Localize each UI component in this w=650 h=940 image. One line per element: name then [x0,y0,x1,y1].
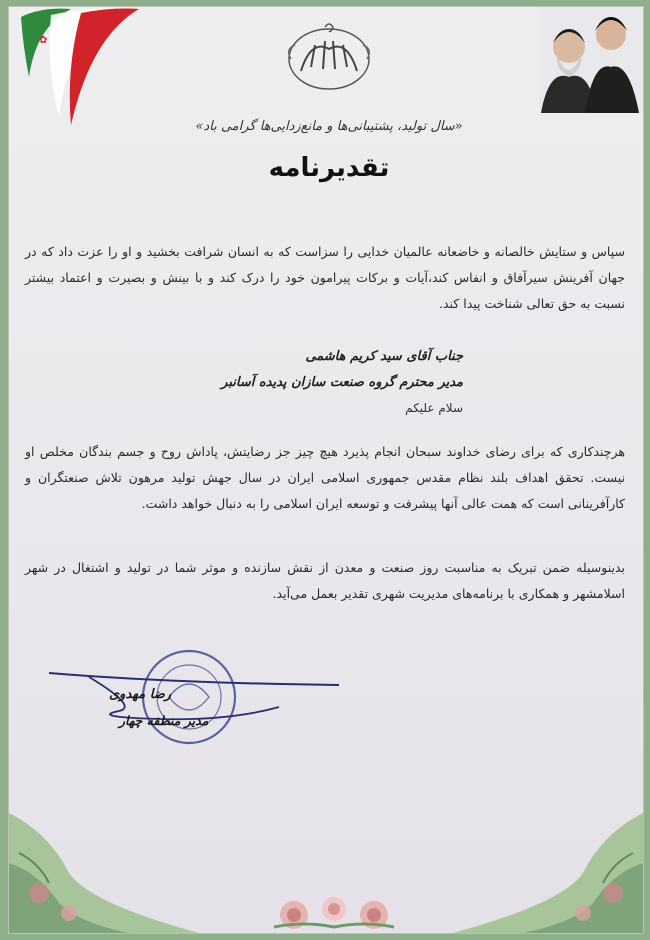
svg-text:✿: ✿ [39,35,48,46]
roses-ornament [264,887,404,933]
iran-flag-graphic [11,7,141,127]
body-paragraph-1: هرچندکاری که برای رضای خداوند سبحان انجام پذیرد هیچ چیز جز رضایتش، پاداش روح و جسم بندگان مخلص او نیست. تحقق اهداف بلند نظام مقدس جمهوری اسلامی ایران در سال جهش تولید مرهون تلاش صنعتگران و کارآفرینانی است که همت عالی آنها پیشرفت و توسعه ایران اسلامی را به دنبال خواهد داشت. [25,444,625,511]
signatory-name: رضا مهدوی [109,687,172,702]
certificate-title: تقدیرنامه [268,153,390,183]
floral-corner-ornament [9,753,199,933]
floral-corner-ornament [453,753,643,933]
calligraphy-emblem [281,19,377,95]
greeting: سلام علیکم [405,401,463,415]
recipient-name: جناب آقای سید کریم هاشمی [305,349,463,364]
body-paragraph-2: بدینوسیله ضمن تبریک به مناسبت روز صنعت و معدن از نقش سازنده و موثر شما در تولید و اشتغال در شهر اسلامشهر و همکاری با برنامه‌های مدیریت شهری تقدیر بعمل می‌آید. [25,560,625,601]
seal-stamp [49,647,369,757]
recipient-title: مدیر محترم گروه صنعت سازان پدیده آسانبر [221,375,463,390]
signatory-title: مدیر منطقه چهار [119,713,209,728]
certificate-paper [8,6,644,934]
portraits-image [539,7,643,113]
slogan: «سال تولید، پشتیبانی‌ها و مانع‌زدایی‌ها گرامی باد» [195,119,463,134]
intro-paragraph: سپاس و ستایش خالصانه و خاضعانه عالمیان خدایی را سزاست که به انسان شرافت بخشید و او را عزت داد که در جهان آفرینش سیرآفاق و انفاس کند،آیات و برکات پیرامون خود را درک کند و با بینش و بصیرت و اعتماد بیشتر نسبت به حق تعالی شناخت پیدا کند. [25,244,625,311]
